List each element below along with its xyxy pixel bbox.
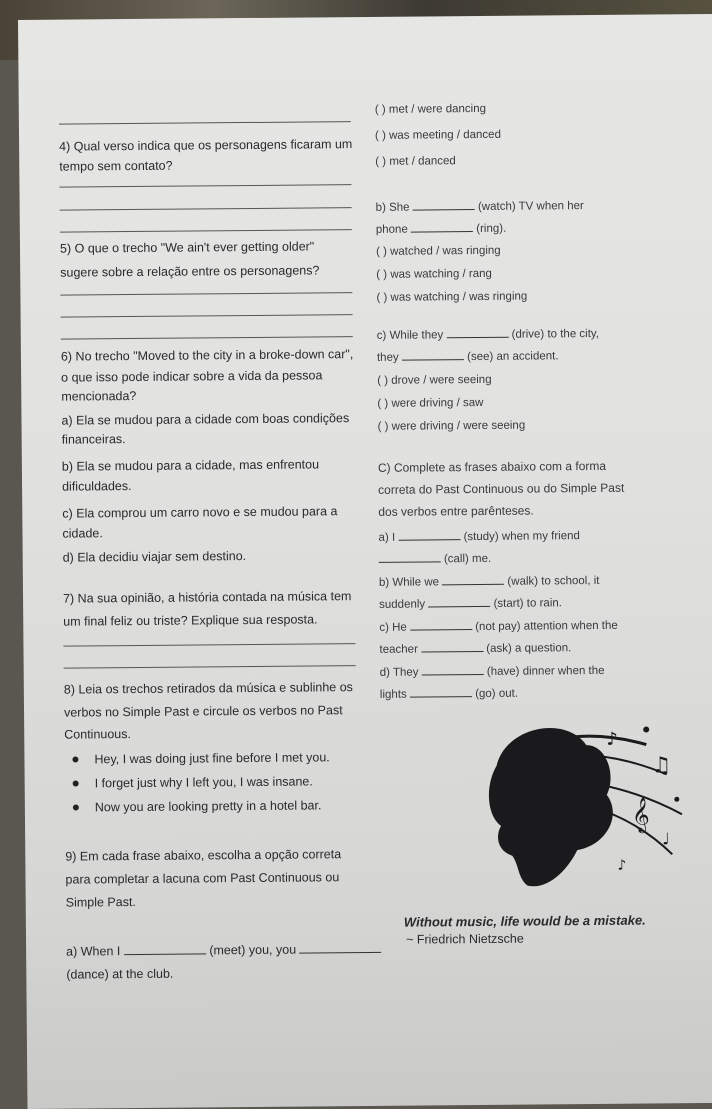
- answer-line: [60, 207, 352, 211]
- answer-line: [61, 336, 353, 340]
- q6-line2: o que isso pode indicar sobre a vida da pessoa: [61, 368, 323, 385]
- q9-line2: para completar a lacuna com Past Continuous ou: [65, 870, 340, 887]
- answer-line: [59, 184, 351, 188]
- q6-option-c-line2: cidade.: [62, 526, 103, 541]
- blank-line: [421, 641, 483, 653]
- lyrics-list: [68, 750, 330, 824]
- option: ( ) watched / was ringing: [375, 244, 501, 258]
- option: ( ) were driving / saw: [377, 396, 484, 410]
- option: ( ) was meeting / danced: [374, 128, 501, 142]
- svg-text:♫: ♫: [651, 753, 672, 779]
- text-part: (study) when my friend: [463, 530, 580, 544]
- option: ( ) were driving / were seeing: [377, 419, 526, 433]
- blank-line: [422, 664, 484, 676]
- exercise-ca-line2: [379, 551, 492, 567]
- blank-line: [402, 349, 464, 361]
- blank-line: [410, 619, 472, 631]
- q5-line1: 5) O que o trecho "We ain't ever getting older": [59, 239, 315, 256]
- text-part: (start) to rain.: [493, 597, 563, 610]
- answer-line: [59, 121, 351, 125]
- exercise-ca-line1: [378, 528, 579, 545]
- q7-line1: 7) Na sua opinião, a história contada na música tem: [62, 589, 352, 606]
- text-part: b) She: [375, 201, 410, 214]
- option: ( ) drove / were seeing: [377, 373, 492, 387]
- blank-line: [410, 686, 472, 698]
- text-part: (go) out.: [475, 687, 519, 701]
- text-part: b) While we: [378, 576, 440, 589]
- svg-text:♪: ♪: [606, 728, 618, 750]
- q6-option-d: d) Ela decidiu viajar sem destino.: [62, 549, 247, 565]
- q8-line2: verbos no Simple Past e circule os verbos no Past: [63, 703, 343, 720]
- lyric-line: Hey, I was doing just fine before I met you.: [68, 750, 330, 776]
- quote-text: Without music, life would be a mistake.: [403, 912, 646, 930]
- blank-line: [379, 551, 441, 563]
- blank-line: [442, 574, 504, 586]
- option: ( ) met / danced: [375, 155, 456, 168]
- q7-line2: um final feliz ou triste? Explique sua resposta.: [63, 612, 318, 629]
- text-part: (call) me.: [443, 552, 492, 566]
- exercise-cc-line2: [379, 640, 571, 657]
- q6-line3: mencionada?: [61, 388, 137, 404]
- q9-line3: Simple Past.: [65, 895, 136, 910]
- worksheet-page: [18, 14, 712, 1109]
- text-part: (ask) a question.: [486, 642, 572, 655]
- text-part: a) I: [378, 531, 396, 544]
- q6-option-b-line1: b) Ela se mudou para a cidade, mas enfrentou: [61, 457, 320, 474]
- blank-line: [300, 942, 382, 954]
- text-part: (watch) TV when her: [477, 200, 584, 213]
- answer-line: [60, 292, 352, 296]
- blank-line: [446, 327, 508, 339]
- option: ( ) was watching / was ringing: [376, 290, 528, 304]
- exercise-c-line1: [377, 326, 599, 343]
- answer-line: [63, 643, 355, 647]
- q9a-part1: a) When I: [66, 944, 121, 959]
- option: ( ) met / were dancing: [374, 102, 487, 116]
- text-part: suddenly: [379, 598, 426, 611]
- exercise-cb-line1: [379, 573, 600, 590]
- q6-option-c-line1: c) Ela comprou um carro novo e se mudou para a: [62, 504, 338, 521]
- q9a-part2: (meet) you, you: [209, 942, 297, 958]
- blank-line: [124, 943, 206, 955]
- q6-line1: 6) No trecho "Moved to the city in a broke-down car",: [60, 347, 354, 364]
- section-c-line1: C) Complete as frases abaixo com a forma: [377, 458, 607, 475]
- lyric-line: Now you are looking pretty in a hotel bar.: [69, 798, 331, 824]
- text-part: teacher: [379, 643, 418, 656]
- text-part: lights: [379, 688, 407, 701]
- q6-option-a-line1: a) Ela se mudou para a cidade com boas condições: [61, 411, 350, 428]
- svg-text:♩: ♩: [662, 829, 670, 849]
- exercise-b-line1: [376, 198, 584, 215]
- exercise-cd-line2: [380, 686, 518, 702]
- option: ( ) was watching / rang: [376, 267, 492, 281]
- section-c-line3: dos verbos entre parênteses.: [378, 503, 534, 519]
- q8-line1: 8) Leia os trechos retirados da música e sublinhe os: [63, 680, 353, 697]
- quote-author: ~ Friedrich Nietzsche: [405, 931, 524, 947]
- text-part: (not pay) attention when the: [475, 619, 618, 634]
- blank-line: [398, 529, 460, 541]
- blank-line: [413, 199, 475, 211]
- exercise-cd-line1: [380, 663, 605, 680]
- q8-line3: Continuous.: [64, 727, 132, 742]
- exercise-cb-line2: [379, 595, 562, 612]
- svg-text:𝄞: 𝄞: [631, 797, 650, 833]
- svg-text:♪: ♪: [617, 857, 627, 874]
- q9a-part3: (dance) at the club.: [66, 966, 174, 982]
- text-part: d) They: [379, 666, 419, 679]
- q4-line2: tempo sem contato?: [59, 158, 173, 174]
- text-part: phone: [375, 223, 408, 236]
- text-part: they: [376, 351, 399, 364]
- exercise-b-line2: [376, 221, 507, 237]
- text-part: (drive) to the city,: [511, 327, 600, 341]
- music-head-illustration: [456, 704, 698, 906]
- text-part: c) While they: [376, 329, 444, 342]
- text-part: (see) an accident.: [467, 350, 559, 364]
- text-part: (have) dinner when the: [486, 664, 605, 678]
- exercise-c-line2: [377, 348, 559, 365]
- answer-line: [64, 665, 356, 669]
- lyric-line: I forget just why I left you, I was insane.: [69, 774, 331, 800]
- text-part: c) He: [379, 621, 407, 634]
- blank-line: [411, 221, 473, 233]
- q6-option-b-line2: dificuldades.: [62, 479, 132, 494]
- text-part: (walk) to school, it: [507, 574, 600, 588]
- q6-option-a-line2: financeiras.: [61, 432, 126, 447]
- q9a-sentence: [66, 942, 382, 959]
- exercise-cc-line1: [379, 618, 618, 635]
- q5-line2: sugere sobre a relação entre os personagens?: [60, 263, 320, 280]
- blank-line: [428, 596, 490, 608]
- q9-line1: 9) Em cada frase abaixo, escolha a opção correta: [65, 847, 342, 864]
- answer-line: [60, 229, 352, 233]
- q4-line1: 4) Qual verso indica que os personagens ficaram um: [59, 137, 353, 154]
- answer-line: [61, 314, 353, 318]
- section-c-line2: correta do Past Continuous ou do Simple Past: [378, 480, 625, 497]
- text-part: (ring).: [476, 222, 507, 236]
